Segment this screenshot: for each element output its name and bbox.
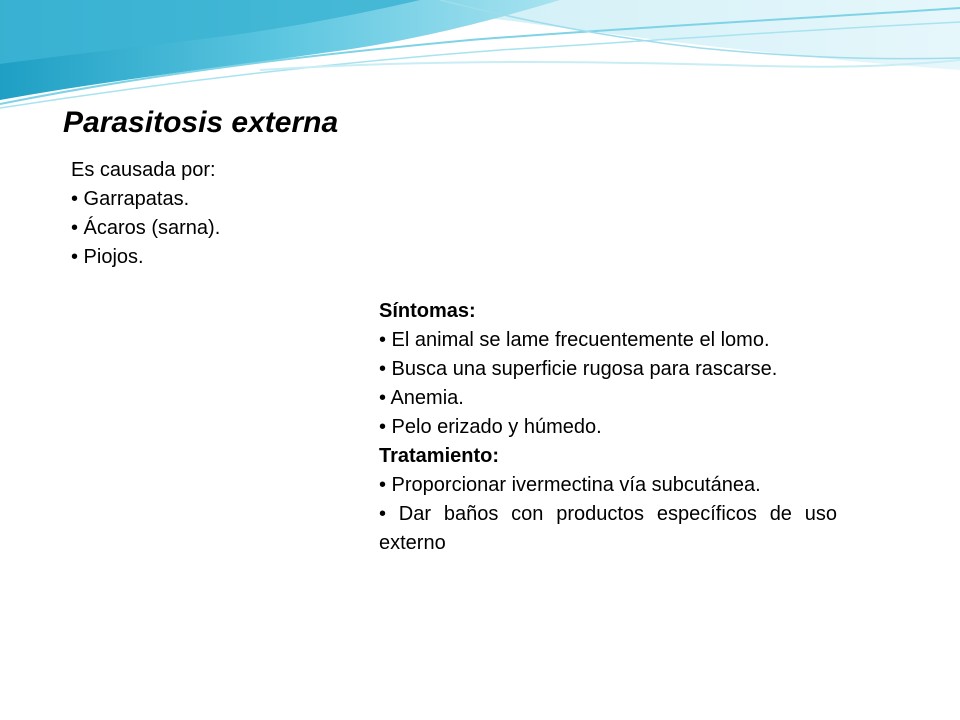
- symptoms-treatment-block: [379, 297, 837, 558]
- symptom-item: • Busca una superficie rugosa para rascarse.: [379, 358, 778, 380]
- causes-block: [71, 156, 220, 272]
- treatment-item: • Proporcionar ivermectina vía subcutánea.: [379, 474, 761, 496]
- decorative-wave-header: [0, 0, 960, 120]
- cause-item: • Garrapatas.: [71, 188, 190, 210]
- causes-intro: Es causada por:: [71, 159, 216, 181]
- symptom-item: • Anemia.: [379, 387, 464, 409]
- cause-item: • Ácaros (sarna).: [71, 217, 221, 239]
- treatment-heading: Tratamiento:: [379, 445, 500, 467]
- slide-title: Parasitosis externa: [63, 106, 339, 139]
- cause-item: • Piojos.: [71, 246, 144, 268]
- treatment-item: • Dar baños con productos específicos de uso externo: [379, 503, 837, 554]
- symptom-item: • El animal se lame frecuentemente el lomo.: [379, 329, 770, 351]
- symptom-item: • Pelo erizado y húmedo.: [379, 416, 602, 438]
- symptoms-heading: Síntomas:: [379, 300, 476, 322]
